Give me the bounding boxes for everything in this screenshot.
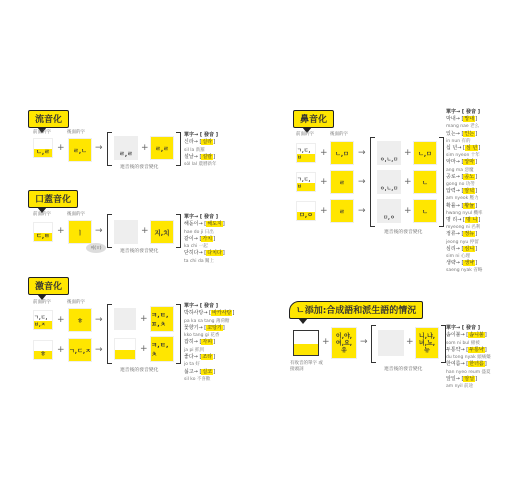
result-caption: 連音後的發音變化: [120, 249, 159, 254]
plus-sign: +: [57, 315, 65, 325]
label-back-char: 後面的字: [67, 300, 85, 305]
example-gloss: am nyil 前途: [446, 384, 474, 390]
example-word: 생략→ [: [446, 260, 464, 267]
result-card-back: ㄴ,ㅁ: [413, 141, 437, 165]
section-title-nasalization: 鼻音化: [293, 110, 334, 128]
example-bracket-close: ]: [475, 173, 478, 180]
example-bracket-close: ]: [475, 245, 478, 252]
result-card-front: ㅇ,ㄴ,ㅁ: [377, 141, 401, 165]
example-list: [184, 132, 218, 168]
example-list: [184, 214, 225, 265]
example-word: 압력→ [: [446, 188, 464, 195]
syllable-card-back: 이,야, 여,요, 유: [331, 327, 357, 359]
example-bracket-close: ]: [232, 310, 235, 317]
example-gloss: hae do ji 日出: [184, 229, 214, 235]
bracket-right: [176, 304, 181, 364]
example-list: [446, 109, 482, 275]
example-gloss: pa ka sa tang 薄荷糖: [184, 318, 230, 324]
example-bracket-close: ]: [478, 145, 481, 152]
section-title-n-insertion: ㄴ添加:合成語和派生語的情況: [289, 301, 423, 319]
plus-sign: +: [322, 337, 330, 347]
bracket-right: [439, 137, 444, 227]
bracket-left: [107, 132, 112, 166]
syllable-card-front: ㄱ,ㄷ,ㅂ,ㅈ: [33, 310, 53, 330]
example-word: 심리→ [: [446, 245, 464, 252]
example-bracket-close: ]: [475, 130, 478, 137]
example-word: 설날→ [: [184, 153, 202, 160]
result-card-back: ㄴ: [413, 199, 437, 223]
result-card-front: [114, 338, 136, 360]
example-gloss: sŏl lal 農曆新年: [184, 162, 217, 168]
example-pronunciation: 망내: [464, 116, 475, 123]
example-gloss: ka chi 一起: [184, 244, 208, 250]
arrow-icon: →: [95, 315, 103, 325]
example-gloss: mang nae 老么: [446, 124, 480, 130]
syllable-card-front: [293, 330, 319, 356]
example-bracket-close: ]: [475, 260, 478, 267]
example-word: 솜이불→ [: [446, 332, 469, 339]
example-gloss: gong no 功勞: [446, 182, 475, 188]
result-card-back: ㅋ,ㅌ,ㅊ: [150, 336, 174, 362]
example-pronunciation: 설랄: [202, 153, 213, 160]
example-pronunciation: 공노: [464, 173, 475, 180]
example-pronunciation: 명 니: [465, 217, 478, 224]
example-word: 두통약→ [: [446, 346, 469, 353]
section-title-palatalization: 口蓋音化: [28, 190, 78, 208]
result-caption: 連音後的發音變化: [120, 165, 159, 170]
syllable-card-back: ㅎ: [68, 308, 92, 332]
example-gloss: saeng nyak 省略: [446, 268, 483, 274]
result-card-back: 니,냐, 녀,뇨, 뉴: [415, 327, 439, 359]
example-pronunciation: 심 년: [465, 145, 478, 152]
arrow-icon: →: [95, 345, 103, 355]
syllable-card-front: ㄱ,ㄷ,ㅂ: [296, 143, 316, 163]
plus-sign: +: [320, 206, 328, 216]
result-card-front: ㅇ,ㄴ,ㅁ: [377, 170, 401, 194]
result-card-back: ㄹ,ㄹ: [150, 136, 174, 160]
example-word: 같이→ [: [184, 235, 202, 242]
plus-sign: +: [141, 143, 149, 153]
arrow-icon: →: [358, 206, 366, 216]
example-header: 單字→ [ 發音 ]: [184, 303, 218, 309]
syllable-card-front: ㄱ,ㄷ,ㅂ: [296, 172, 316, 192]
example-pronunciation: 앙마: [464, 159, 475, 166]
result-card-front: ㅁ,ㅇ: [377, 199, 401, 223]
plus-sign: +: [404, 177, 412, 187]
label-front-char: 前面的字: [33, 130, 51, 135]
example-bracket-close: ]: [475, 202, 478, 209]
example-header: 單字→ [ 發音 ]: [446, 109, 480, 115]
example-word: 명 리→ [: [446, 217, 465, 224]
example-gloss: sil la 新羅: [184, 147, 205, 153]
example-gloss: sil ko 不喜歡: [184, 376, 211, 382]
example-pronunciation: 꼬탕기: [207, 324, 222, 331]
example-pronunciation: 다치다: [207, 250, 222, 257]
bracket-left: [107, 214, 112, 248]
plus-sign: +: [406, 337, 414, 347]
label-back-char: 後面的字: [330, 132, 348, 137]
plus-sign: +: [320, 148, 328, 158]
example-bracket-close: ]: [475, 188, 478, 195]
plus-sign: +: [57, 143, 65, 153]
example-bracket-close: ]: [222, 221, 225, 228]
example-gloss: ang ma 惡魔: [446, 167, 474, 173]
example-gloss: som ni bul 棉被: [446, 340, 480, 346]
example-word: 악마→ [: [446, 159, 464, 166]
example-pronunciation: 해도지: [207, 221, 222, 228]
bracket-left: [370, 137, 375, 227]
syllable-card-front: ㅎ: [33, 340, 53, 360]
example-bracket-close: ]: [213, 153, 216, 160]
label-back-char: 後面的字: [67, 212, 85, 217]
example-pronunciation: 생냑: [464, 260, 475, 267]
example-gloss: sim ni 心理: [446, 254, 470, 260]
result-card-back: 지,치: [150, 220, 174, 244]
example-bracket-close: ]: [484, 361, 487, 368]
example-word: 막내→ [: [446, 116, 464, 123]
example-bracket-close: ]: [475, 116, 478, 123]
example-bracket-close: ]: [213, 354, 216, 361]
example-pronunciation: 한녀름: [469, 361, 484, 368]
syllable-card-back: ㄱ,ㄷ,ㅈ: [68, 338, 92, 362]
example-bracket-close: ]: [213, 368, 216, 375]
example-bracket-close: ]: [222, 324, 225, 331]
arrow-icon: →: [95, 226, 103, 236]
result-caption: 連音後的發音變化: [384, 367, 423, 372]
result-card-back: ㅋ,ㅌ,ㅍ,ㅊ: [150, 306, 174, 332]
example-word: 정류→ [: [446, 231, 464, 238]
plus-sign: +: [404, 206, 412, 216]
example-word: 십 년→ [: [446, 145, 465, 152]
result-card-front: [114, 220, 138, 244]
syllable-card-back: ㅣ: [68, 220, 92, 244]
example-header: 單字→ [ 發音 ]: [184, 214, 218, 220]
arrow-icon: →: [358, 148, 366, 158]
example-bracket-close: ]: [213, 235, 216, 242]
example-bracket-close: ]: [475, 159, 478, 166]
example-word: 한여름→ [: [446, 361, 469, 368]
example-pronunciation: 가치: [202, 235, 213, 242]
example-pronunciation: 암닐: [464, 376, 475, 383]
example-bracket-close: ]: [222, 250, 225, 257]
card-caption: 有收音的單字 或接頭詞: [290, 361, 323, 372]
example-gloss: sim nyeon 十年: [446, 153, 480, 159]
plus-sign: +: [57, 226, 65, 236]
example-gloss: du tong nyak 頭痛藥: [446, 355, 491, 361]
example-word: 해돋이→ [: [184, 221, 207, 228]
example-pronunciation: 황뉼: [464, 202, 475, 209]
example-bracket-close: ]: [475, 376, 478, 383]
result-card-front: [378, 330, 404, 356]
result-card-back: ㄴ: [413, 170, 437, 194]
example-bracket-close: ]: [475, 231, 478, 238]
example-list: [184, 303, 234, 383]
result-card-front: ㄹ,ㄹ: [114, 136, 138, 160]
example-list: [446, 325, 491, 391]
plus-sign: +: [320, 177, 328, 187]
example-gloss: han nyeo reum 盛夏: [446, 369, 491, 375]
bracket-left: [107, 304, 112, 364]
example-word: 공로→ [: [446, 173, 464, 180]
example-pronunciation: 실코: [202, 368, 213, 375]
example-pronunciation: 암녁: [464, 188, 475, 195]
example-gloss: ta chi da 關上: [184, 258, 215, 264]
example-word: 박하사탕→ [: [184, 310, 212, 317]
syllable-card-front: ㅁ,ㅇ: [296, 201, 316, 221]
example-word: 잡히→ [: [184, 339, 202, 346]
example-gloss: ja pi 抓到: [184, 347, 204, 353]
example-pronunciation: 자피: [202, 339, 213, 346]
example-word: 좋다→ [: [184, 354, 202, 361]
example-pronunciation: 솜니불: [469, 332, 484, 339]
syllable-card-front: ㄷ,ㅌ: [33, 222, 53, 242]
example-gloss: hwang nyul 機率: [446, 210, 483, 216]
example-gloss: kko tang gi 花香: [184, 333, 220, 339]
label-front-char: 前面的字: [33, 212, 51, 217]
example-gloss: am nyeok 壓力: [446, 196, 479, 202]
example-header: 單字→ [ 發音 ]: [446, 325, 480, 331]
example-pronunciation: 인는: [464, 130, 475, 137]
syllable-card-back: ㄹ,ㄴ: [68, 138, 92, 162]
example-bracket-close: ]: [484, 332, 487, 339]
plus-sign: +: [140, 344, 148, 354]
example-word: 꽃향기→ [: [184, 324, 207, 331]
example-bracket-close: ]: [478, 217, 481, 224]
arrow-icon: →: [360, 337, 368, 347]
example-word: 있는→ [: [446, 130, 464, 137]
section-title-liquidization: 流音化: [28, 110, 69, 128]
example-pronunciation: 실라: [202, 139, 213, 146]
example-gloss: jeong nyu 停留: [446, 239, 479, 245]
bracket-right: [176, 132, 181, 166]
example-word: 앞일→ [: [446, 376, 464, 383]
syllable-card-back: ㄹ: [330, 170, 354, 194]
plus-sign: +: [404, 148, 412, 158]
example-header: 單字→ [ 發音 ]: [184, 132, 218, 138]
example-pronunciation: 바카사탕: [212, 310, 232, 317]
syllable-card-back: ㄹ: [330, 199, 354, 223]
bracket-right: [176, 214, 181, 248]
plus-sign: +: [140, 314, 148, 324]
result-card-front: [114, 308, 136, 330]
arrow-icon: →: [358, 177, 366, 187]
example-pronunciation: 두통냑: [469, 346, 484, 353]
example-pronunciation: 정뉴: [464, 231, 475, 238]
example-gloss: myeong ni 名利: [446, 225, 481, 231]
plus-sign: +: [141, 226, 149, 236]
result-caption: 連音後的發音變化: [120, 368, 159, 373]
bracket-left: [371, 325, 376, 363]
result-caption: 連音後的發音變化: [384, 230, 423, 235]
arrow-icon: →: [95, 143, 103, 153]
example-bracket-close: ]: [213, 139, 216, 146]
example-bracket-close: ]: [213, 339, 216, 346]
label-back-char: 後面的字: [67, 130, 85, 135]
example-gloss: jo ta 好: [184, 362, 200, 368]
label-front-char: 前面的字: [33, 300, 51, 305]
example-word: 신라→ [: [184, 139, 202, 146]
example-bracket-close: ]: [484, 346, 487, 353]
example-gloss: in nun 有的: [446, 138, 471, 144]
example-word: 확률→ [: [446, 202, 464, 209]
vowel-badge: 이(ㅎ): [86, 243, 106, 253]
syllable-card-back: ㄴ,ㅁ: [330, 141, 354, 165]
plus-sign: +: [57, 345, 65, 355]
section-title-aspiration: 激音化: [28, 277, 69, 295]
example-pronunciation: 조타: [202, 354, 213, 361]
example-word: 닫히다→ [: [184, 250, 207, 257]
example-pronunciation: 심니: [464, 245, 475, 252]
label-front-char: 前面的字: [296, 132, 314, 137]
syllable-card-front: ㄴ,ㄹ: [33, 138, 53, 158]
example-word: 싫고→ [: [184, 368, 202, 375]
